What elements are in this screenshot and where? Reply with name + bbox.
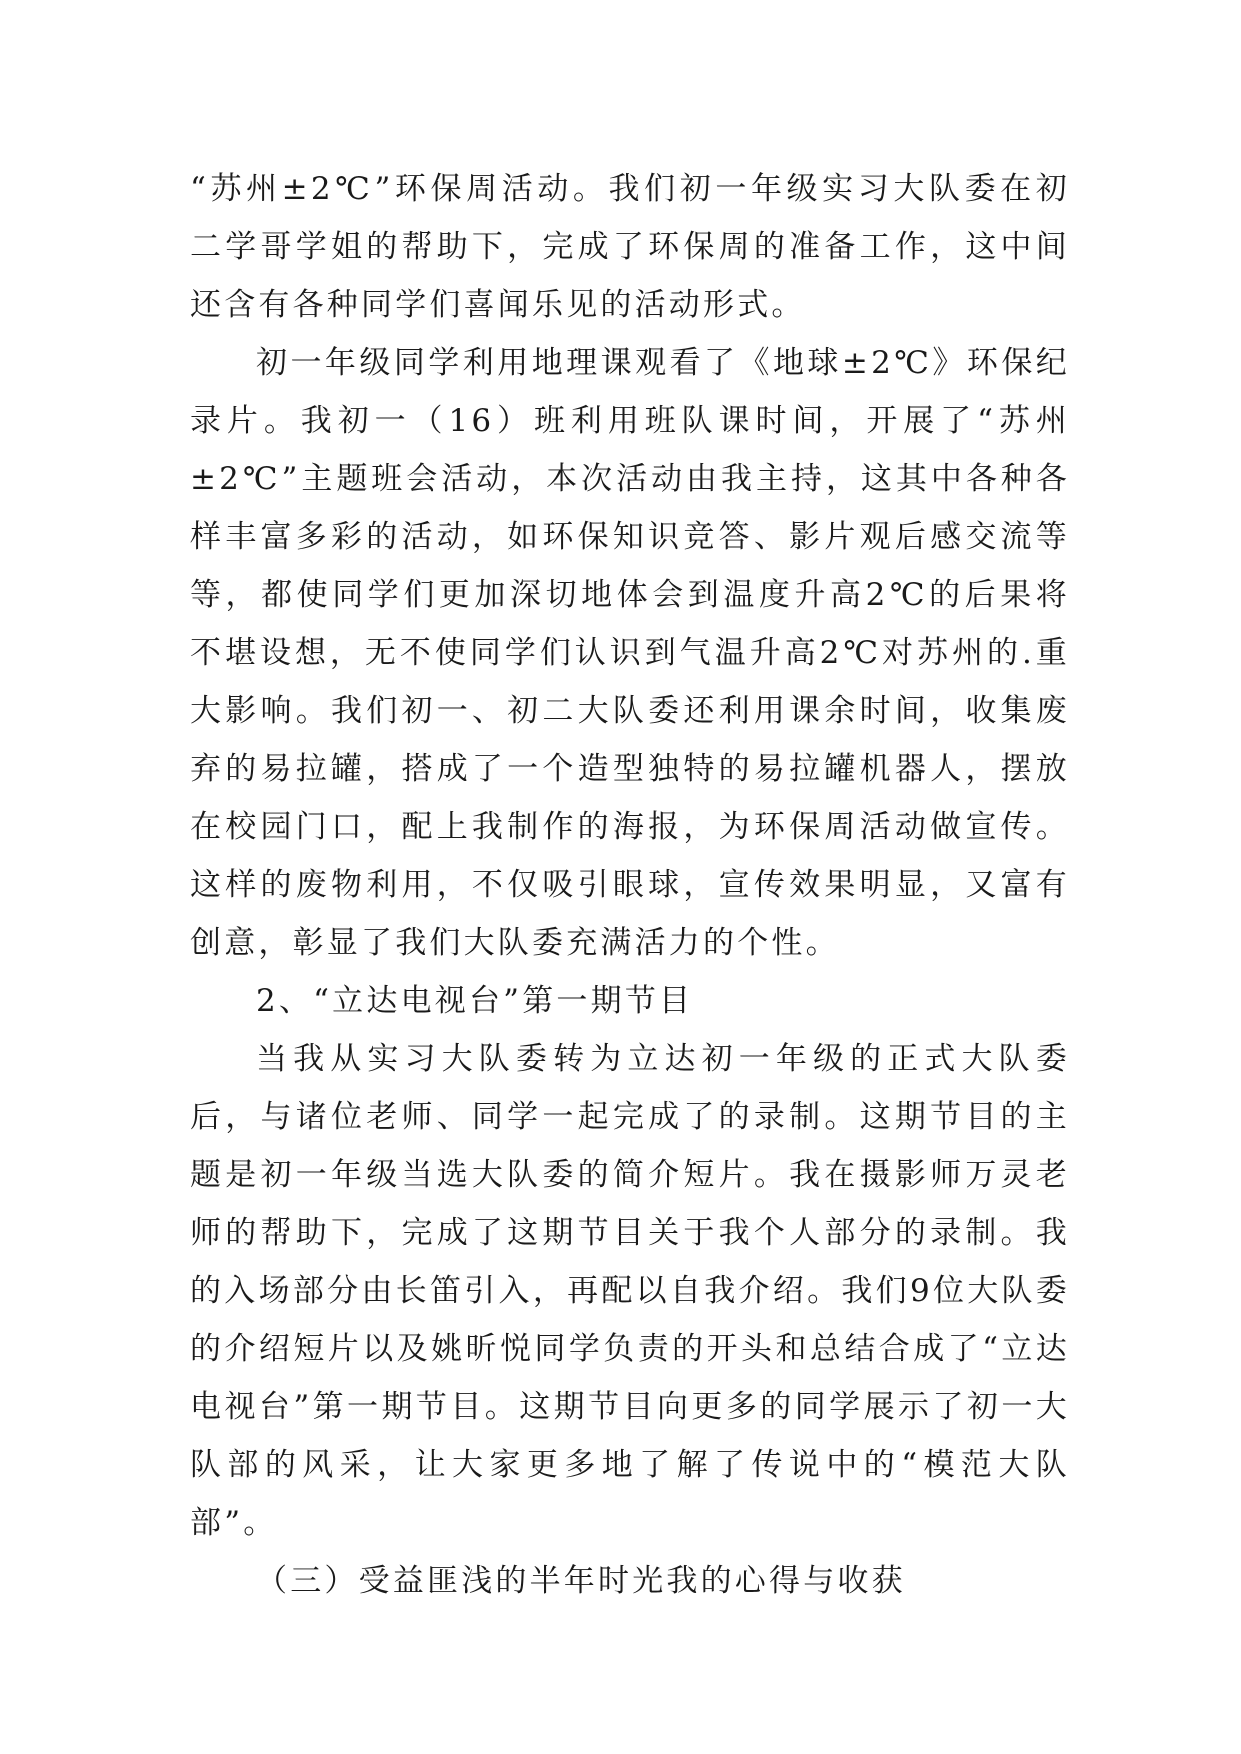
paragraph-tv-station: 当我从实习大队委转为立达初一年级的正式大队委后，与诸位老师、同学一起完成了的录制。这期节目的主题是初一年级当选大队委的简介短片。我在摄影师万灵老师的帮助下，完成了这期节目关于我个人部分的录制。我的入场部分由长笛引入，再配以自我介绍。我们9位大队委的介绍短片以及姚昕悦同学负责的开头和总结合成了“立达电视台”第一期节目。这期节目向更多的同学展示了初一大队部的风采，让大家更多地了解了传说中的“模范大队部”。 (190, 1041, 1070, 1541)
document-body (190, 160, 1070, 1610)
paragraph-environment-week: 初一年级同学利用地理课观看了《地球±2℃》环保纪录片。我初一（16）班利用班队课时间，开展了“苏州±2℃”主题班会活动，本次活动由我主持，这其中各种各样丰富多彩的活动，如环保知识竞答、影片观后感交流等等，都使同学们更加深切地体会到温度升高2℃的后果将不堪设想，无不使同学们认识到气温升高2℃对苏州的.重大影响。我们初一、初二大队委还利用课余时间，收集废弃的易拉罐，搭成了一个造型独特的易拉罐机器人，摆放在校园门口，配上我制作的海报，为环保周活动做宣传。这样的废物利用，不仅吸引眼球，宣传效果明显，又富有创意，彰显了我们大队委充满活力的个性。 (190, 345, 1070, 961)
paragraph-continuation: “苏州±2℃”环保周活动。我们初一年级实习大队委在初二学哥学姐的帮助下，完成了环保周的准备工作，这中间还含有各种同学们喜闻乐见的活动形式。 (190, 171, 1070, 323)
section-heading-tv-station: 2、“立达电视台”第一期节目 (256, 983, 694, 1019)
section-heading-reflections: （三）受益匪浅的半年时光我的心得与收获 (256, 1563, 906, 1599)
